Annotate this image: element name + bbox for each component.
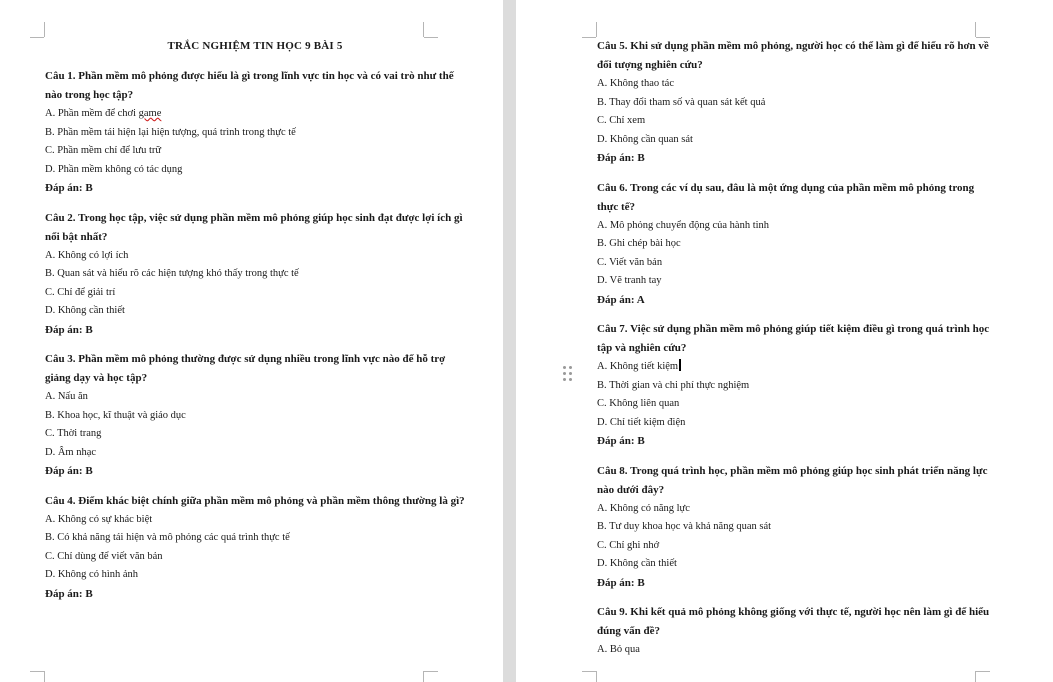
spelling-flagged-word[interactable]: game bbox=[138, 108, 162, 119]
drag-handle-icon[interactable] bbox=[563, 366, 573, 382]
right-page-text-column[interactable] bbox=[597, 37, 997, 671]
document-title: TRẮC NGHIỆM TIN HỌC 9 BÀI 5 bbox=[167, 40, 343, 52]
answer-key: Đáp án: A bbox=[597, 293, 645, 306]
answer-key: Đáp án: B bbox=[45, 465, 93, 477]
crop-mark bbox=[582, 671, 596, 672]
answer-option: C. Thời trang bbox=[45, 428, 102, 439]
question-text: Câu 7. Việc sử dụng phần mềm mô phỏng giúp tiết kiệm điều gì trong quá trình học tập và nghiên cứu? bbox=[597, 323, 990, 354]
answer-option: B. Khoa học, kĩ thuật và giáo dục bbox=[45, 409, 186, 421]
answer-option: C. Chỉ để giải trí bbox=[45, 286, 116, 298]
answer-key: Đáp án: B bbox=[45, 182, 93, 194]
answer-option: B. Thay đổi tham số và quan sát kết quả bbox=[597, 96, 766, 108]
crop-mark bbox=[44, 671, 45, 682]
answer-option: D. Phần mềm không có tác dụng bbox=[45, 163, 183, 175]
crop-mark bbox=[44, 22, 45, 37]
question-block bbox=[45, 350, 465, 481]
answer-option: C. Viết văn bản bbox=[597, 256, 663, 268]
question-text: Câu 4. Điểm khác biệt chính giữa phần mềm mô phỏng và phần mềm thông thường là gì? bbox=[45, 494, 465, 507]
question-block bbox=[597, 603, 997, 660]
answer-option: B. Ghi chép bài học bbox=[597, 238, 681, 249]
question-text: Câu 1. Phần mềm mô phỏng được hiểu là gì trong lĩnh vực tin học và có vai trò như thế nào trong học tập? bbox=[45, 70, 454, 101]
page-gap bbox=[503, 0, 516, 682]
answer-key: Đáp án: B bbox=[45, 587, 93, 600]
answer-option: C. Chỉ ghi nhớ bbox=[597, 539, 660, 551]
answer-key: Đáp án: B bbox=[45, 323, 93, 336]
crop-mark bbox=[975, 22, 976, 37]
crop-mark bbox=[582, 37, 596, 38]
question-text: Câu 5. Khi sử dụng phần mềm mô phỏng, người học có thể làm gì để hiểu rõ hơn về đối tượng nghiên cứu? bbox=[597, 40, 989, 71]
answer-key: Đáp án: B bbox=[597, 152, 645, 164]
answer-key: Đáp án: B bbox=[597, 576, 645, 589]
answer-option: D. Không cần thiết bbox=[45, 305, 125, 316]
answer-option bbox=[597, 358, 997, 377]
crop-mark bbox=[30, 671, 44, 672]
answer-option: B. Phần mềm tái hiện lại hiện tượng, quá trình trong thực tế bbox=[45, 126, 296, 138]
question-block bbox=[597, 320, 997, 451]
crop-mark bbox=[976, 671, 990, 672]
crop-mark bbox=[423, 671, 424, 682]
question-text: Câu 9. Khi kết quả mô phỏng không giống với thực tế, người học nên làm gì để hiểu đúng vấn đề? bbox=[597, 606, 990, 637]
question-text: Câu 2. Trong học tập, việc sử dụng phần mềm mô phỏng giúp học sinh đạt được lợi ích gì nổi bật nhất? bbox=[45, 211, 463, 243]
answer-key: Đáp án: B bbox=[597, 435, 645, 447]
text-cursor bbox=[679, 359, 681, 371]
question-text: Câu 8. Trong quá trình học, phần mềm mô phỏng giúp học sinh phát triển năng lực nào dưới đây? bbox=[597, 464, 988, 496]
document-page-right[interactable] bbox=[516, 0, 1053, 682]
question-block bbox=[45, 209, 465, 340]
question-block bbox=[597, 462, 997, 593]
answer-option: A. Nấu ăn bbox=[45, 391, 88, 402]
answer-option: A. Mô phỏng chuyển động của hành tinh bbox=[597, 219, 770, 231]
answer-option: C. Không liên quan bbox=[597, 398, 680, 409]
answer-option: C. Phần mềm chỉ để lưu trữ bbox=[45, 145, 162, 156]
answer-option: B. Có khả năng tái hiện và mô phỏng các quá trình thực tế bbox=[45, 532, 290, 543]
answer-option: A. Bỏ qua bbox=[597, 644, 640, 655]
crop-mark bbox=[596, 671, 597, 682]
document-page-left[interactable] bbox=[0, 0, 503, 682]
answer-option: A. Không có năng lực bbox=[597, 502, 690, 514]
answer-option: C. Chỉ xem bbox=[597, 115, 646, 126]
answer-option: B. Quan sát và hiểu rõ các hiện tượng khó thấy trong thực tế bbox=[45, 268, 299, 279]
left-page-text-column[interactable] bbox=[45, 37, 465, 614]
question-block bbox=[597, 37, 997, 168]
answer-option: D. Chỉ tiết kiệm điện bbox=[597, 416, 686, 428]
answer-option: A. Không có sự khác biệt bbox=[45, 513, 153, 525]
option-text: A. Không tiết kiệm bbox=[597, 361, 679, 372]
crop-mark bbox=[596, 22, 597, 37]
question-block bbox=[45, 492, 465, 604]
question-block bbox=[597, 179, 997, 310]
answer-option: D. Vẽ tranh tay bbox=[597, 275, 662, 286]
answer-option: A. Không thao tác bbox=[597, 78, 674, 89]
answer-option: D. Âm nhạc bbox=[45, 446, 97, 458]
crop-mark bbox=[423, 22, 424, 37]
question-text: Câu 6. Trong các ví dụ sau, đâu là một ứng dụng của phần mềm mô phỏng trong thực tế? bbox=[597, 181, 975, 213]
answer-option: D. Không cần quan sát bbox=[597, 133, 693, 145]
answer-option: B. Tư duy khoa học và khả năng quan sát bbox=[597, 521, 772, 532]
answer-option: B. Thời gian và chi phí thực nghiệm bbox=[597, 379, 750, 391]
answer-option: A. Không có lợi ích bbox=[45, 249, 129, 261]
answer-option: D. Không có hình ảnh bbox=[45, 569, 139, 580]
crop-mark bbox=[30, 37, 44, 38]
answer-option bbox=[45, 105, 465, 124]
crop-mark bbox=[424, 671, 438, 672]
answer-option: D. Không cần thiết bbox=[597, 558, 677, 569]
answer-option: C. Chỉ dùng để viết văn bản bbox=[45, 550, 163, 562]
question-block bbox=[45, 67, 465, 198]
crop-mark bbox=[975, 671, 976, 682]
option-text: A. Phần mềm để chơi bbox=[45, 108, 139, 119]
question-text: Câu 3. Phần mềm mô phỏng thường được sử dụng nhiều trong lĩnh vực nào để hỗ trợ giảng dạy và học tập? bbox=[45, 353, 446, 384]
